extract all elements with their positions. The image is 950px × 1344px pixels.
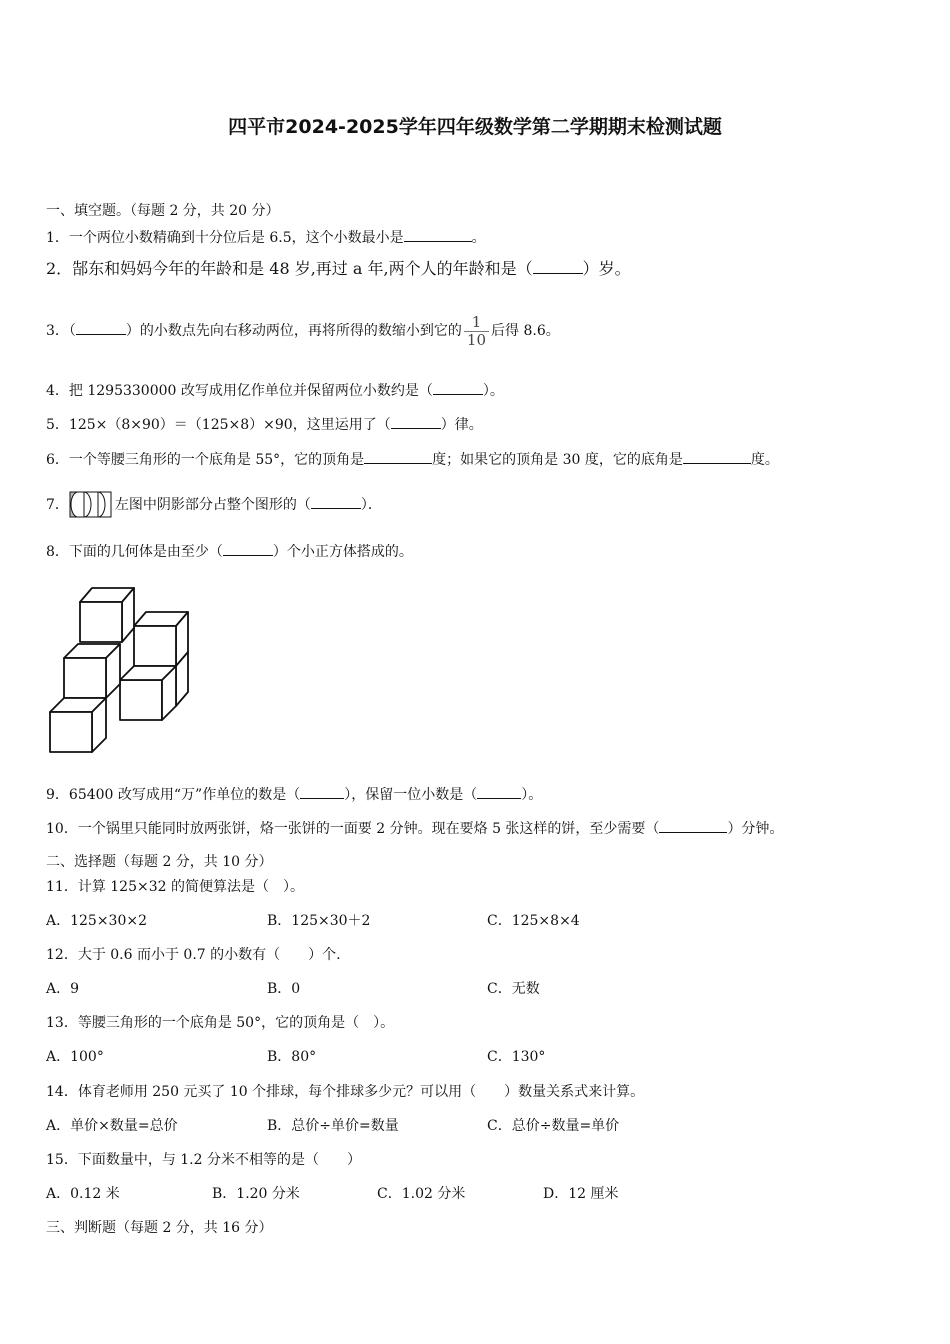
question-5 <box>46 414 483 435</box>
question-2 <box>46 259 631 279</box>
section-heading-choice: 二、选择题（每题 2 分，共 10 分） <box>46 854 273 870</box>
section-heading-fill-blank: 一、填空题。（每题 2 分，共 20 分） <box>46 203 280 219</box>
q11-option-b[interactable]: B．125×30＋2 <box>267 913 371 929</box>
answer-blank[interactable] <box>433 380 483 395</box>
question-2-end: ）岁。 <box>582 259 631 278</box>
answer-blank[interactable] <box>300 784 344 799</box>
question-6 <box>46 449 779 470</box>
question-11: 11．计算 125×32 的简便算法是（ ）。 <box>46 879 304 895</box>
q14-option-c[interactable]: C．总价÷数量=单价 <box>487 1118 620 1134</box>
answer-blank[interactable] <box>364 449 432 464</box>
question-10-part-b: ）分钟。 <box>727 821 784 837</box>
q12-option-a[interactable]: A．9 <box>46 981 80 997</box>
question-15: 15．下面数量中，与 1.2 分米不相等的是（ ） <box>46 1152 361 1168</box>
q15-option-b[interactable]: B．1.20 分米 <box>212 1186 300 1202</box>
question-8 <box>46 541 413 562</box>
question-7-part-a: 左图中阴影部分占整个图形的（ <box>114 497 311 513</box>
question-9-part-c: ）。 <box>521 787 543 803</box>
question-9-part-a: 9．65400 改写成用“万”作单位的数是（ <box>46 787 301 803</box>
question-6-part-c: 度。 <box>750 452 779 468</box>
answer-blank[interactable] <box>391 414 441 429</box>
answer-blank[interactable] <box>477 784 521 799</box>
question-12: 12．大于 0.6 而小于 0.7 的小数有（ ）个. <box>46 947 341 963</box>
question-9 <box>46 784 542 805</box>
section-heading-judgement: 三、判断题（每题 2 分，共 16 分） <box>46 1220 273 1236</box>
q12-option-b[interactable]: B．0 <box>267 981 301 997</box>
q13-option-b[interactable]: B．80° <box>267 1049 317 1065</box>
question-9-part-b: ），保留一位小数是（ <box>344 787 478 803</box>
q14-option-a[interactable]: A．单价×数量=总价 <box>46 1118 178 1134</box>
question-2-text: 2．郜东和妈妈今年的年龄和是 48 岁,再过 a 年,两个人的年龄和是（ <box>46 259 533 278</box>
answer-blank[interactable] <box>533 259 583 274</box>
q13-option-a[interactable]: A．100° <box>46 1049 104 1065</box>
answer-blank[interactable] <box>311 494 361 509</box>
question-1-end: 。 <box>471 230 486 246</box>
question-8-part-b: ）个小正方体搭成的。 <box>272 544 413 560</box>
cube-stack-figure <box>46 582 196 758</box>
q15-option-c[interactable]: C．1.02 分米 <box>377 1186 466 1202</box>
q15-option-a[interactable]: A．0.12 米 <box>46 1186 120 1202</box>
question-10 <box>46 818 783 839</box>
question-3-part-a: 3．（ <box>46 323 76 339</box>
question-3-part-b: ）的小数点先向右移动两位，再将所得的数缩小到它的 <box>125 323 462 339</box>
question-3 <box>46 310 560 352</box>
answer-blank[interactable] <box>404 227 472 242</box>
q15-option-d[interactable]: D．12 厘米 <box>543 1186 619 1202</box>
q12-option-c[interactable]: C．无数 <box>487 981 540 997</box>
question-7 <box>46 491 382 519</box>
question-8-part-a: 8．下面的几何体是由至少（ <box>46 544 223 560</box>
answer-blank[interactable] <box>659 818 727 833</box>
fraction-denominator: 10 <box>466 330 487 349</box>
question-4-part-b: ）。 <box>482 383 504 399</box>
question-6-part-b: 度；如果它的顶角是 30 度，它的底角是 <box>432 452 683 468</box>
question-7-part-b: ）． <box>360 497 382 513</box>
q11-option-c[interactable]: C．125×8×4 <box>487 913 580 929</box>
question-4 <box>46 380 504 401</box>
q14-option-b[interactable]: B．总价÷单价=数量 <box>267 1118 399 1134</box>
question-6-part-a: 6．一个等腰三角形的一个底角是 55°，它的顶角是 <box>46 452 365 468</box>
shaded-bar-figure <box>69 491 113 519</box>
fraction-numerator: 1 <box>464 314 489 332</box>
question-1-text: 1．一个两位小数精确到十分位后是 6.5，这个小数最小是 <box>46 230 404 246</box>
answer-blank[interactable] <box>683 449 751 464</box>
question-5-part-b: ）律。 <box>440 417 483 433</box>
question-14: 14．体育老师用 250 元买了 10 个排球，每个排球多少元？可以用（ ）数量关系式来计算。 <box>46 1084 645 1100</box>
question-4-part-a: 4．把 1295330000 改写成用亿作单位并保留两位小数约是（ <box>46 383 433 399</box>
question-13: 13．等腰三角形的一个底角是 50°，它的顶角是（ ）。 <box>46 1015 395 1031</box>
fraction-one-tenth <box>464 314 489 349</box>
q13-option-c[interactable]: C．130° <box>487 1049 546 1065</box>
page-title: 四平市2024-2025学年四年级数学第二学期期末检测试题 <box>228 116 722 138</box>
answer-blank[interactable] <box>223 541 273 556</box>
answer-blank[interactable] <box>76 320 126 335</box>
question-3-part-c: 后得 8.6。 <box>491 323 560 339</box>
question-1 <box>46 227 486 248</box>
question-7-number: 7． <box>46 497 69 513</box>
q11-option-a[interactable]: A．125×30×2 <box>46 913 148 929</box>
question-10-part-a: 10．一个锅里只能同时放两张饼，烙一张饼的一面要 2 分钟。现在要烙 5 张这样的饼，至少需要（ <box>46 821 660 837</box>
question-5-part-a: 5．125×（8×90）＝（125×8）×90，这里运用了（ <box>46 417 391 433</box>
